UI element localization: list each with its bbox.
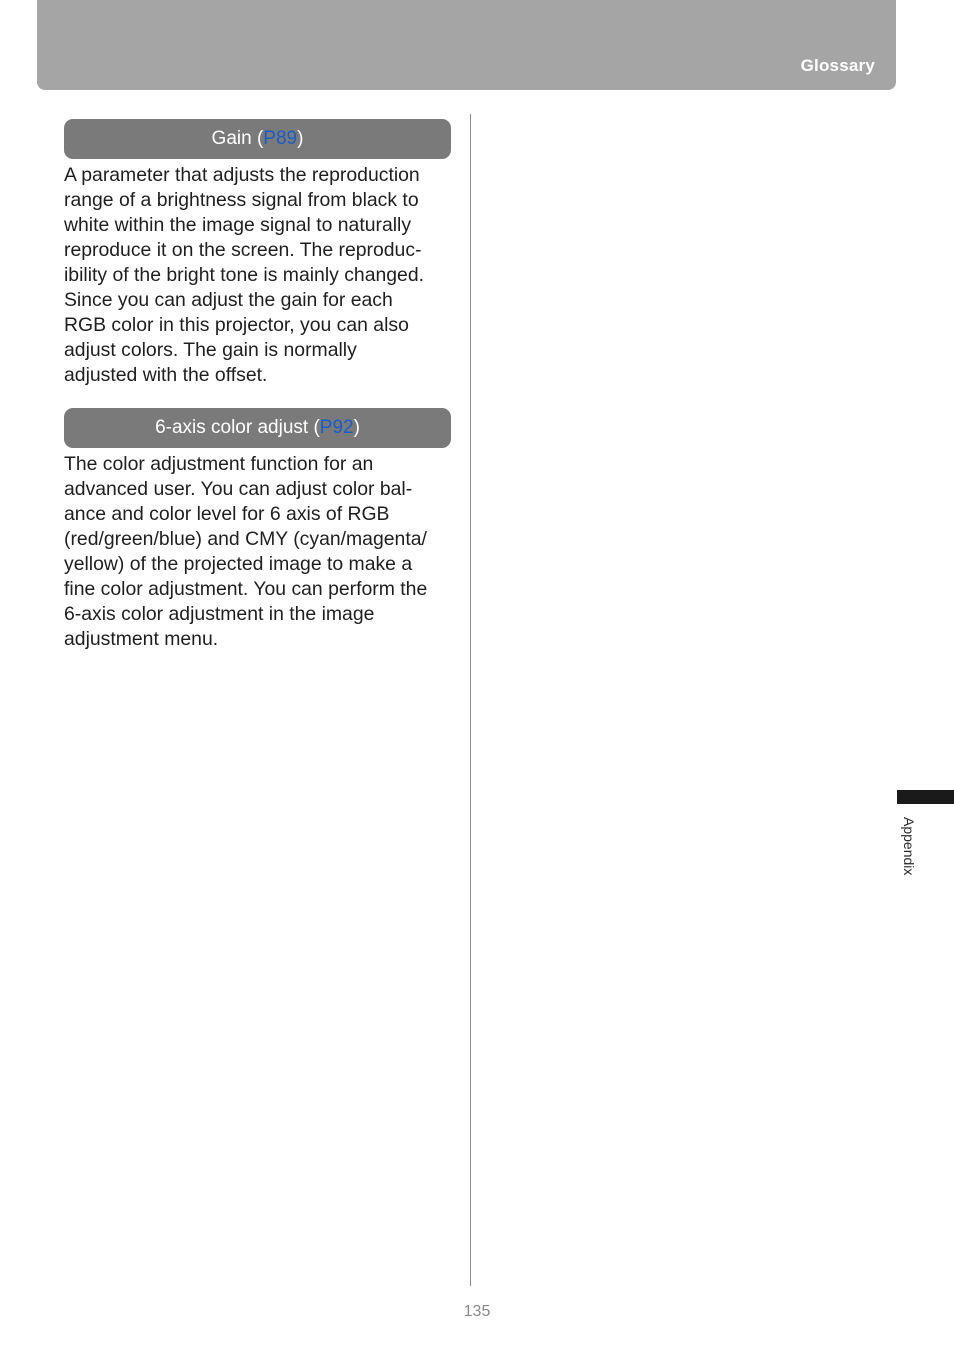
- definition-line: adjustment menu.: [64, 628, 219, 650]
- column-divider: [470, 114, 471, 1286]
- definition-line: ance and color level for 6 axis of RGB: [64, 503, 390, 525]
- definition-line: ibility of the bright tone is mainly changed.: [64, 264, 425, 286]
- term-heading: [64, 119, 451, 159]
- definition-line: range of a brightness signal from black to: [64, 189, 419, 211]
- section-tab-marker: [897, 790, 954, 804]
- term-paren: ): [297, 128, 304, 149]
- glossary-entry-gain: [64, 119, 451, 388]
- definition-line: fine color adjustment. You can perform the: [64, 578, 428, 600]
- term-paren: ): [353, 417, 360, 438]
- page-reference-link[interactable]: P92: [319, 417, 354, 438]
- section-title: Glossary: [800, 56, 875, 75]
- term-name: Gain (: [211, 128, 264, 149]
- definition-line: adjusted with the offset.: [64, 364, 268, 386]
- page-reference-link[interactable]: P89: [263, 128, 298, 149]
- definition-line: (red/green/blue) and CMY (cyan/magenta/: [64, 528, 427, 550]
- definition-line: Since you can adjust the gain for each: [64, 289, 393, 311]
- definition-line: RGB color in this projector, you can also: [64, 314, 409, 336]
- section-tab-label: Appendix: [901, 817, 917, 876]
- definition-line: adjust colors. The gain is normally: [64, 339, 357, 361]
- term-definition: [64, 448, 451, 652]
- page-number: 135: [463, 1303, 491, 1320]
- term-definition: [64, 159, 451, 388]
- definition-line: white within the image signal to naturally: [64, 214, 412, 236]
- definition-line: reproduce it on the screen. The reproduc-: [64, 239, 422, 261]
- term-name: 6-axis color adjust (: [155, 417, 320, 438]
- glossary-entry-6-axis-color-adjust: [64, 408, 451, 652]
- glossary-column: [64, 119, 451, 652]
- header-bar: [37, 0, 896, 90]
- definition-line: The color adjustment function for an: [64, 453, 374, 475]
- definition-line: A parameter that adjusts the reproduction: [64, 164, 420, 186]
- definition-line: advanced user. You can adjust color bal-: [64, 478, 413, 500]
- term-heading: [64, 408, 451, 448]
- definition-line: yellow) of the projected image to make a: [64, 553, 413, 575]
- definition-line: 6-axis color adjustment in the image: [64, 603, 375, 625]
